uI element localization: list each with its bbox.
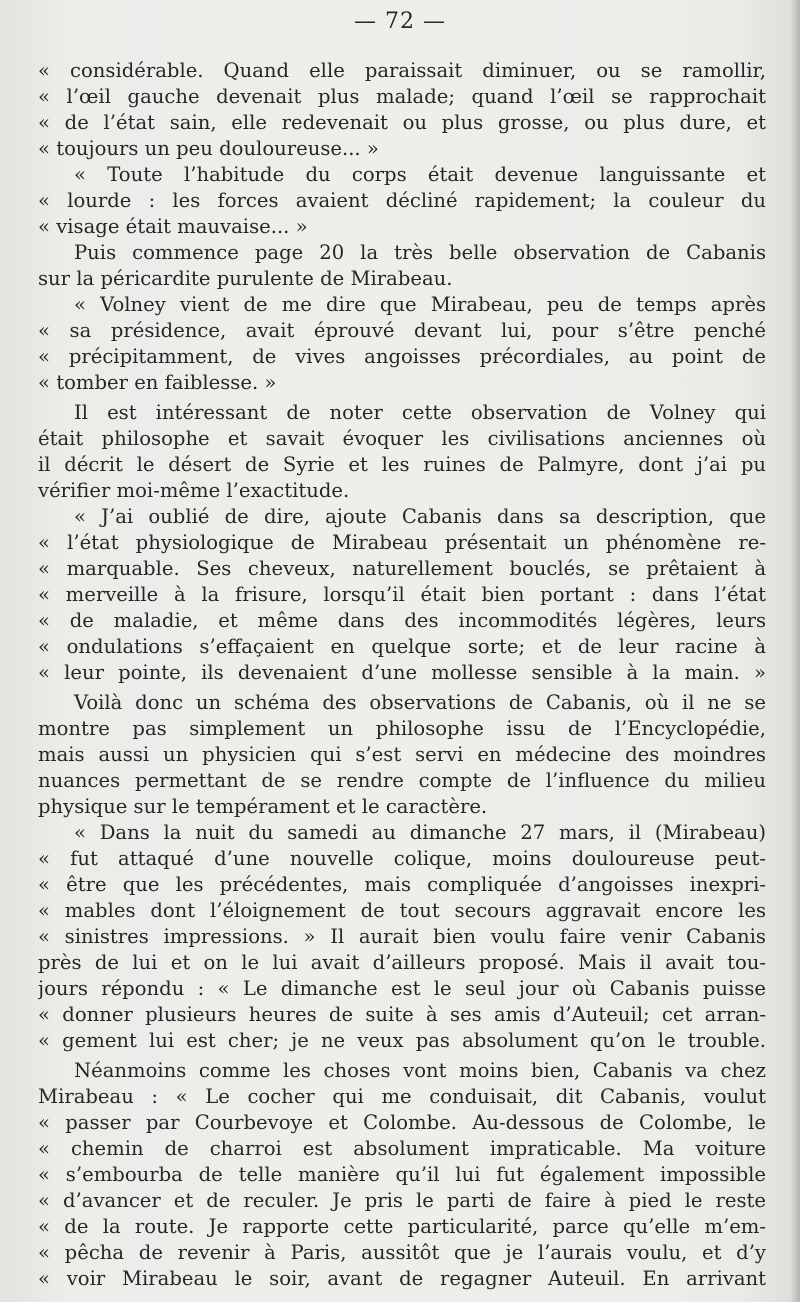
text-line: jours répondu : « Le dimanche est le seul jour où Cabanis puisse (38, 977, 766, 1000)
text-line: « d’avancer et de reculer. Je pris le parti de faire à pied le reste (38, 1189, 766, 1212)
text-line: nuances permettant de se rendre compte de l’influence du milieu (38, 769, 766, 792)
text-line: « toujours un peu douloureuse... » (38, 137, 379, 160)
text-line: il décrit le désert de Syrie et les ruines de Palmyre, dont j’ai pu (38, 453, 766, 476)
text-line: Voilà donc un schéma des observations de Cabanis, où il ne se (74, 691, 766, 714)
text-line: « de la route. Je rapporte cette particularité, parce qu’elle m’em- (38, 1215, 766, 1238)
text-line: près de lui et on le lui avait d’ailleurs proposé. Mais il avait tou- (38, 951, 766, 974)
text-line: « s’embourba de telle manière qu’il lui fut également impossible (38, 1163, 766, 1186)
text-line: « fut attaqué d’une nouvelle colique, moins douloureuse peut- (38, 847, 766, 870)
text-line: « sinistres impressions. » Il aurait bien voulu faire venir Cabanis (38, 925, 766, 948)
text-line: « précipitamment, de vives angoisses précordiales, au point de (38, 345, 766, 368)
page-number: — 72 — (354, 9, 446, 34)
body-text (38, 58, 766, 1292)
text-line: « mables dont l’éloignement de tout secours aggravait encore les (38, 899, 766, 922)
text-line: mais aussi un physicien qui s’est servi en médecine des moindres (38, 743, 766, 766)
text-line: « l’œil gauche devenait plus malade; quand l’œil se rapprochait (38, 85, 766, 108)
text-line: « leur pointe, ils devenaient d’une mollesse sensible à la main. » (38, 661, 766, 684)
text-line: sur la péricardite purulente de Mirabeau. (38, 267, 453, 290)
text-line: « tomber en faiblesse. » (38, 371, 277, 394)
text-line: « Dans la nuit du samedi au dimanche 27 mars, il (Mirabeau) (74, 821, 766, 844)
text-line: « chemin de charroi est absolument impraticable. Ma voiture (38, 1137, 766, 1160)
text-line: vérifier moi-même l’exactitude. (38, 479, 350, 502)
text-line: « voir Mirabeau le soir, avant de regagner Auteuil. En arrivant (38, 1267, 766, 1290)
text-line: « considérable. Quand elle paraissait diminuer, ou se ramollir, (38, 59, 766, 82)
text-line: « Toute l’habitude du corps était devenue languissante et (74, 163, 766, 186)
text-line: « ondulations s’effaçaient en quelque sorte; et de leur racine à (38, 635, 766, 658)
text-line: « de maladie, et même dans des incommodités légères, leurs (38, 609, 766, 632)
text-line: « J’ai oublié de dire, ajoute Cabanis dans sa description, que (74, 505, 766, 528)
text-line: « être que les précédentes, mais compliquée d’angoisses inexpri- (38, 873, 766, 896)
text-line: « lourde : les forces avaient décliné rapidement; la couleur du (38, 189, 766, 212)
text-line: « gement lui est cher; je ne veux pas absolument qu’on le trouble. (38, 1029, 766, 1052)
text-line: physique sur le tempérament et le caractère. (38, 795, 488, 818)
text-line: « Volney vient de me dire que Mirabeau, peu de temps après (74, 293, 766, 316)
text-line: « l’état physiologique de Mirabeau présentait un phénomène re- (38, 531, 766, 554)
text-line: Il est intéressant de noter cette observation de Volney qui (74, 401, 766, 424)
text-line: Néanmoins comme les choses vont moins bien, Cabanis va chez (74, 1059, 766, 1082)
text-line: Puis commence page 20 la très belle observation de Cabanis (74, 241, 766, 264)
text-line: Mirabeau : « Le cocher qui me conduisait, dit Cabanis, voulut (38, 1085, 766, 1108)
text-line: « sa présidence, avait éprouvé devant lui, pour s’être penché (38, 319, 766, 342)
text-line: « de l’état sain, elle redevenait ou plus grosse, ou plus dure, et (38, 111, 766, 134)
text-line: « passer par Courbevoye et Colombe. Au-dessous de Colombe, le (38, 1111, 766, 1134)
text-line: « pêcha de revenir à Paris, aussitôt que je l’aurais voulu, et d’y (38, 1241, 766, 1264)
text-line: « visage était mauvaise... » (38, 215, 308, 238)
text-line: « marquable. Ses cheveux, naturellement bouclés, se prêtaient à (38, 557, 766, 580)
text-line: montre pas simplement un philosophe issu de l’Encyclopédie, (38, 717, 766, 740)
text-line: « merveille à la frisure, lorsqu’il était bien portant : dans l’état (38, 583, 766, 606)
text-line: « donner plusieurs heures de suite à ses amis d’Auteuil; cet arran- (38, 1003, 766, 1026)
text-line: était philosophe et savait évoquer les civilisations anciennes où (38, 427, 766, 450)
